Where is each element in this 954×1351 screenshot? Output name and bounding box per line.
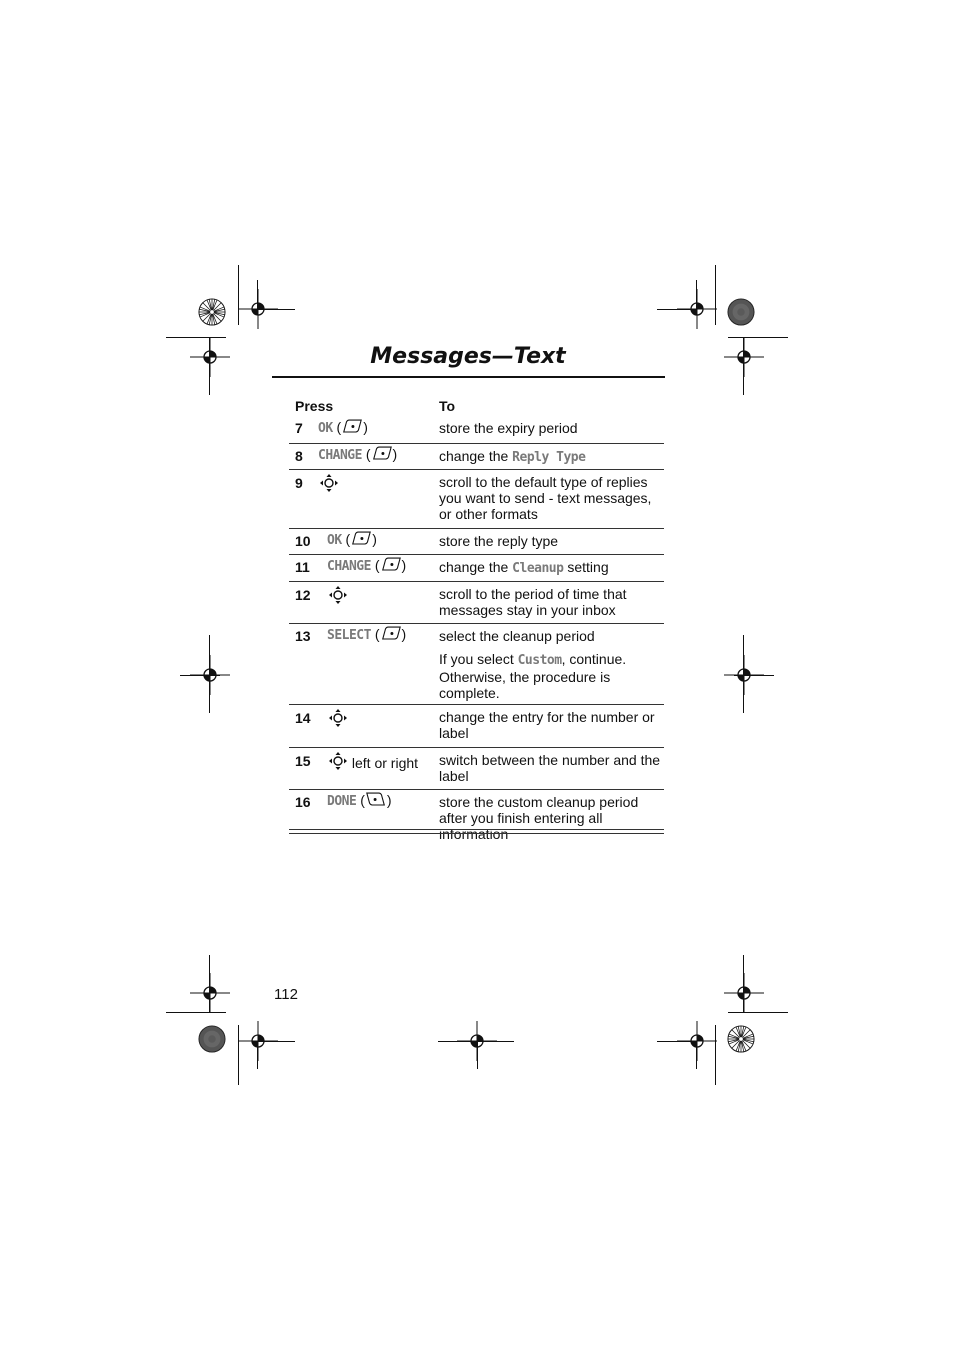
press-cell: CHANGE ( ): [327, 557, 407, 574]
crop-line: [734, 675, 774, 676]
table-row: [289, 623, 664, 705]
nav-key-icon: [319, 473, 339, 493]
table-end-rule: [289, 829, 664, 830]
table-row: [289, 443, 664, 470]
step-number: 14: [295, 710, 311, 726]
press-cell: OK ( ): [318, 419, 368, 436]
to-cell: switch between the number and the label: [439, 752, 661, 784]
table-row: [289, 418, 664, 443]
table-row: [289, 469, 664, 529]
table-row: [289, 528, 664, 555]
crop-line: [477, 1041, 478, 1069]
press-cell: OK ( ): [327, 531, 377, 548]
crop-line: [743, 635, 744, 713]
gray-disc-icon: [727, 298, 755, 326]
press-cell: SELECT ( ): [327, 626, 407, 643]
table-row: [289, 581, 664, 624]
softkey-left-icon: [365, 792, 387, 807]
crop-line: [743, 955, 744, 1013]
to-text: select the cleanup period: [439, 628, 595, 644]
crop-line: [209, 635, 210, 713]
to-cell: change the entry for the number or label: [439, 709, 655, 741]
crop-line: [657, 1041, 695, 1042]
to-cell: [439, 559, 661, 577]
to-cell: store the expiry period: [439, 420, 578, 436]
display-term: Custom: [517, 653, 562, 668]
press-cell: CHANGE ( ): [318, 446, 398, 463]
crop-line: [696, 280, 697, 309]
to-cell: [439, 628, 661, 701]
crop-line: [696, 1041, 697, 1069]
crop-line: [180, 675, 220, 676]
crop-line: [257, 1041, 295, 1042]
table-row: [289, 789, 664, 842]
softkey-label: DONE: [327, 794, 357, 809]
table-row: [289, 704, 664, 748]
softkey-right-icon: [371, 446, 393, 461]
press-cell: [328, 751, 418, 771]
registration-crosshair-icon: [724, 337, 764, 377]
press-cell: DONE ( ): [327, 792, 392, 809]
softkey-right-icon: [380, 626, 402, 641]
page-number: 112: [274, 986, 298, 1003]
softkey-label: CHANGE: [318, 448, 362, 463]
press-column-header: Press: [295, 398, 334, 414]
crop-line: [657, 309, 695, 310]
registration-crosshair-icon: [724, 973, 764, 1013]
step-number: 13: [295, 628, 311, 644]
nav-key-icon: [328, 708, 348, 728]
note-text: If you select: [439, 651, 518, 667]
crop-line: [209, 337, 210, 395]
softkey-label: OK: [327, 533, 342, 548]
step-number: 15: [295, 753, 311, 769]
note: [439, 651, 661, 701]
step-number: 8: [295, 448, 303, 464]
nav-key-icon: [328, 751, 348, 771]
step-number: 12: [295, 587, 311, 603]
to-cell: store the custom cleanup period after you finish entering all information: [439, 794, 639, 842]
registration-crosshair-icon: [190, 973, 230, 1013]
registration-crosshair-icon: [190, 337, 230, 377]
crop-line: [438, 1041, 514, 1042]
crop-line: [257, 309, 295, 310]
step-number: 16: [295, 794, 311, 810]
table-end-rule: [289, 833, 664, 834]
softkey-right-icon: [350, 531, 372, 546]
softkey-right-icon: [341, 419, 363, 434]
press-cell: [328, 708, 348, 728]
to-text: change the: [439, 559, 513, 575]
crop-line: [257, 1041, 258, 1069]
to-cell: [439, 448, 661, 466]
table-row: [289, 747, 664, 790]
starburst-icon: [198, 298, 226, 326]
to-text: change the: [439, 448, 513, 464]
softkey-label: CHANGE: [327, 559, 371, 574]
softkey-right-icon: [380, 557, 402, 572]
gray-disc-icon: [198, 1025, 226, 1053]
press-text: left or right: [351, 755, 419, 771]
crop-line: [257, 280, 258, 309]
step-number: 7: [295, 420, 303, 436]
to-cell: store the reply type: [439, 533, 559, 549]
step-number: 9: [295, 475, 303, 491]
softkey-label: SELECT: [327, 628, 371, 643]
to-cell: scroll to the period of time that messages stay in your inbox: [439, 586, 627, 618]
display-term: Cleanup: [512, 561, 564, 576]
crop-line: [743, 337, 744, 395]
page-title: Messages—Text: [370, 344, 566, 369]
press-cell: [328, 585, 348, 605]
to-column-header: To: [439, 398, 456, 414]
step-number: 11: [295, 559, 310, 575]
crop-line: [209, 955, 210, 1013]
table-row: [289, 554, 664, 582]
step-number: 10: [295, 533, 311, 549]
note-text: , continue. Otherwise, the procedure is complete.: [439, 651, 627, 701]
softkey-label: OK: [318, 421, 333, 436]
display-term: Reply Type: [512, 450, 586, 465]
to-cell: scroll to the default type of replies you want to send - text messages, or other formats: [439, 474, 652, 522]
press-cell: [319, 473, 339, 493]
nav-key-icon: [328, 585, 348, 605]
title-rule: [272, 376, 665, 378]
to-text: setting: [563, 559, 609, 575]
starburst-icon: [727, 1025, 755, 1053]
